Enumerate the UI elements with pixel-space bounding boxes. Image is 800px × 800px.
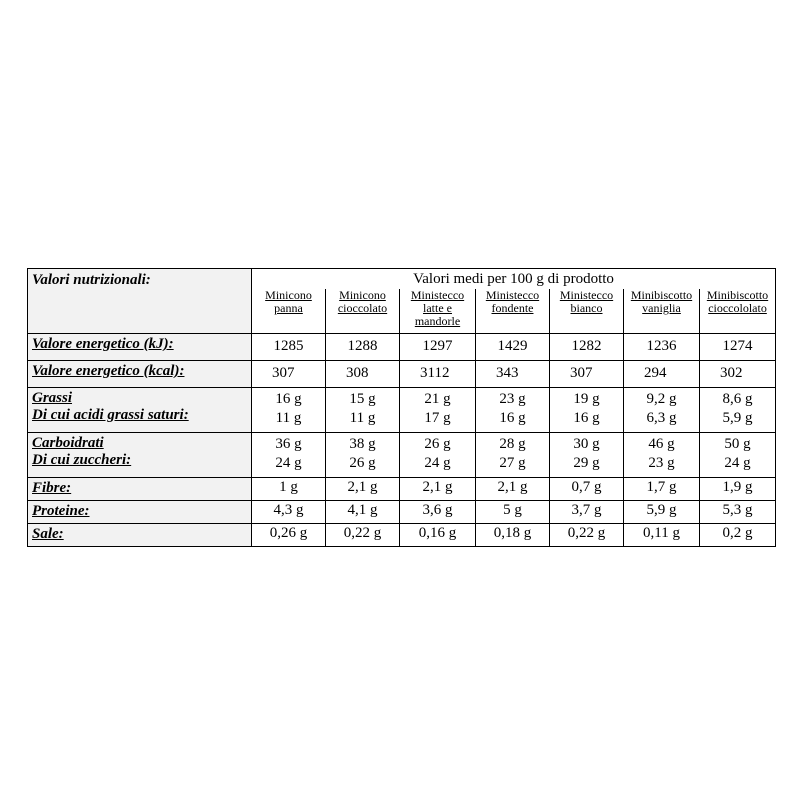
product-name-line: Minicono bbox=[265, 288, 312, 302]
product-name-line: Ministecco bbox=[485, 288, 540, 302]
value-cell bbox=[326, 334, 400, 361]
value-text: 36 g bbox=[275, 436, 302, 452]
value-cell bbox=[326, 433, 400, 478]
value-cell bbox=[400, 433, 476, 478]
product-name-line: bianco bbox=[570, 301, 603, 315]
product-name-line: Minibiscotto bbox=[706, 288, 769, 302]
row-label-line: Valore energetico (kJ): bbox=[32, 336, 174, 352]
value-text: 6,3 g bbox=[646, 410, 677, 426]
row-label-line: Di cui zuccheri: bbox=[32, 452, 132, 468]
product-header bbox=[400, 289, 476, 334]
row-label-line: Fibre: bbox=[32, 480, 72, 496]
value-text: 1429 bbox=[497, 338, 528, 354]
value-text: 23 g bbox=[499, 391, 526, 407]
value-text: 16 g bbox=[275, 391, 302, 407]
value-text: 294 bbox=[644, 365, 667, 381]
value-text: 0,7 g bbox=[571, 479, 602, 495]
row-label-line: Grassi bbox=[32, 390, 73, 406]
value-text: 1285 bbox=[273, 338, 304, 354]
value-text: 11 g bbox=[275, 410, 302, 426]
row-label-line: Valore energetico (kcal): bbox=[32, 363, 185, 379]
value-cell bbox=[550, 433, 624, 478]
product-header bbox=[550, 289, 624, 334]
value-cell bbox=[400, 334, 476, 361]
value-cell bbox=[476, 361, 550, 388]
table-row bbox=[28, 524, 776, 547]
product-name-line: Minicono bbox=[339, 288, 386, 302]
value-cell bbox=[700, 478, 776, 501]
value-text: 1274 bbox=[722, 338, 753, 354]
value-text: 308 bbox=[346, 365, 369, 381]
value-cell bbox=[700, 433, 776, 478]
value-cell bbox=[700, 334, 776, 361]
product-header bbox=[252, 289, 326, 334]
value-text: 16 g bbox=[573, 410, 600, 426]
value-cell bbox=[476, 524, 550, 547]
value-text: 23 g bbox=[648, 455, 675, 471]
value-cell bbox=[476, 501, 550, 524]
value-text: 3112 bbox=[420, 365, 450, 381]
product-name-line: vaniglia bbox=[642, 301, 681, 315]
product-name-line: cioccololato bbox=[708, 301, 767, 315]
product-header bbox=[476, 289, 550, 334]
value-text: 26 g bbox=[424, 436, 451, 452]
value-text: 302 bbox=[720, 365, 743, 381]
value-text: 0,11 g bbox=[643, 525, 680, 541]
value-text: 24 g bbox=[724, 455, 751, 471]
value-cell bbox=[624, 433, 700, 478]
value-cell bbox=[550, 478, 624, 501]
row-label bbox=[28, 361, 252, 388]
table-row bbox=[28, 433, 776, 478]
value-text: 307 bbox=[272, 365, 295, 381]
value-cell bbox=[550, 524, 624, 547]
value-cell bbox=[700, 524, 776, 547]
corner-label: Valori nutrizionali: bbox=[28, 269, 252, 334]
value-text: 1 g bbox=[279, 479, 298, 495]
value-text: 1282 bbox=[571, 338, 602, 354]
nutrition-table bbox=[27, 268, 776, 547]
product-header bbox=[326, 289, 400, 334]
product-name-line: latte e bbox=[423, 301, 452, 315]
value-cell bbox=[252, 501, 326, 524]
value-text: 4,1 g bbox=[347, 502, 378, 518]
value-cell bbox=[550, 361, 624, 388]
value-text: 16 g bbox=[499, 410, 526, 426]
value-cell bbox=[624, 388, 700, 433]
value-text: 2,1 g bbox=[497, 479, 528, 495]
row-label bbox=[28, 433, 252, 478]
value-cell bbox=[624, 334, 700, 361]
value-text: 15 g bbox=[349, 391, 376, 407]
row-label bbox=[28, 388, 252, 433]
value-text: 29 g bbox=[573, 455, 600, 471]
row-label bbox=[28, 524, 252, 547]
product-name-line: fondente bbox=[491, 301, 534, 315]
value-cell bbox=[326, 388, 400, 433]
table-row bbox=[28, 501, 776, 524]
value-cell bbox=[400, 524, 476, 547]
value-cell bbox=[326, 501, 400, 524]
value-text: 30 g bbox=[573, 436, 600, 452]
row-label bbox=[28, 501, 252, 524]
value-cell bbox=[252, 388, 326, 433]
value-cell bbox=[400, 388, 476, 433]
value-cell bbox=[326, 361, 400, 388]
value-text: 5,3 g bbox=[722, 502, 753, 518]
value-cell bbox=[700, 361, 776, 388]
value-cell bbox=[476, 388, 550, 433]
value-text: 1,7 g bbox=[646, 479, 677, 495]
value-text: 38 g bbox=[349, 436, 376, 452]
value-text: 28 g bbox=[499, 436, 526, 452]
value-cell bbox=[326, 478, 400, 501]
product-header bbox=[624, 289, 700, 334]
row-label-line: Proteine: bbox=[32, 503, 90, 519]
value-text: 3,6 g bbox=[422, 502, 453, 518]
value-text: 19 g bbox=[573, 391, 600, 407]
value-cell bbox=[624, 478, 700, 501]
value-cell bbox=[400, 361, 476, 388]
value-text: 24 g bbox=[275, 455, 302, 471]
header-title: Valori medi per 100 g di prodotto bbox=[252, 269, 776, 290]
value-text: 1297 bbox=[422, 338, 453, 354]
product-header bbox=[700, 289, 776, 334]
value-text: 4,3 g bbox=[273, 502, 304, 518]
value-text: 17 g bbox=[424, 410, 451, 426]
product-name-line: Ministecco bbox=[410, 288, 465, 302]
value-cell bbox=[252, 433, 326, 478]
value-cell bbox=[326, 524, 400, 547]
value-text: 1,9 g bbox=[722, 479, 753, 495]
row-label-line: Sale: bbox=[32, 526, 64, 542]
value-text: 5,9 g bbox=[722, 410, 753, 426]
value-cell bbox=[252, 478, 326, 501]
value-text: 1236 bbox=[646, 338, 677, 354]
value-cell bbox=[252, 334, 326, 361]
value-cell bbox=[624, 361, 700, 388]
value-cell bbox=[400, 501, 476, 524]
value-text: 8,6 g bbox=[722, 391, 753, 407]
value-text: 0,22 g bbox=[343, 525, 382, 541]
value-text: 5,9 g bbox=[646, 502, 677, 518]
value-cell bbox=[252, 361, 326, 388]
value-text: 21 g bbox=[424, 391, 451, 407]
value-cell bbox=[624, 524, 700, 547]
value-text: 2,1 g bbox=[422, 479, 453, 495]
value-text: 2,1 g bbox=[347, 479, 378, 495]
row-label bbox=[28, 478, 252, 501]
value-text: 3,7 g bbox=[571, 502, 602, 518]
value-cell bbox=[252, 524, 326, 547]
value-cell bbox=[624, 501, 700, 524]
value-text: 343 bbox=[496, 365, 519, 381]
value-cell bbox=[476, 478, 550, 501]
table-row bbox=[28, 478, 776, 501]
product-name-line: Minibiscotto bbox=[630, 288, 693, 302]
value-cell bbox=[550, 388, 624, 433]
value-text: 0,18 g bbox=[493, 525, 532, 541]
value-cell bbox=[700, 388, 776, 433]
value-cell bbox=[476, 334, 550, 361]
value-text: 0,16 g bbox=[418, 525, 457, 541]
value-text: 0,26 g bbox=[269, 525, 308, 541]
table-row bbox=[28, 361, 776, 388]
value-text: 50 g bbox=[724, 436, 751, 452]
value-text: 27 g bbox=[499, 455, 526, 471]
value-text: 0,22 g bbox=[567, 525, 606, 541]
product-name-line: Ministecco bbox=[559, 288, 614, 302]
value-cell bbox=[700, 501, 776, 524]
value-text: 11 g bbox=[349, 410, 376, 426]
value-cell bbox=[550, 334, 624, 361]
table-row bbox=[28, 334, 776, 361]
value-text: 26 g bbox=[349, 455, 376, 471]
value-text: 9,2 g bbox=[646, 391, 677, 407]
value-text: 0,2 g bbox=[722, 525, 753, 541]
product-name-line: cioccolato bbox=[337, 301, 388, 315]
table-row bbox=[28, 388, 776, 433]
value-cell bbox=[400, 478, 476, 501]
product-name-line: mandorle bbox=[414, 314, 461, 328]
row-label-line: Carboidrati bbox=[32, 435, 104, 451]
value-cell bbox=[550, 501, 624, 524]
row-label bbox=[28, 334, 252, 361]
product-name-line: panna bbox=[274, 301, 303, 315]
value-cell bbox=[476, 433, 550, 478]
value-text: 46 g bbox=[648, 436, 675, 452]
row-label-line: Di cui acidi grassi saturi: bbox=[32, 407, 189, 423]
value-text: 1288 bbox=[347, 338, 378, 354]
value-text: 5 g bbox=[503, 502, 522, 518]
value-text: 24 g bbox=[424, 455, 451, 471]
value-text: 307 bbox=[570, 365, 593, 381]
